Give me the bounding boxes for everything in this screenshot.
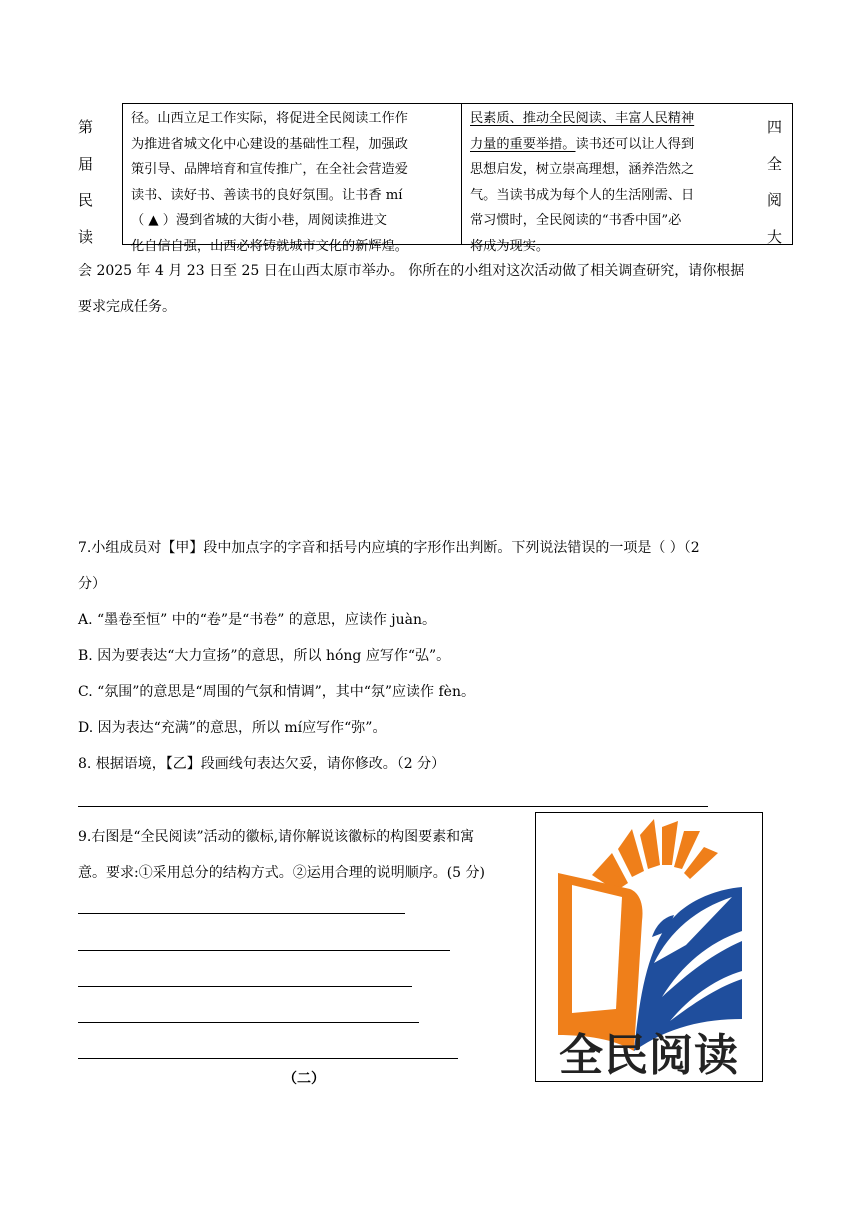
passage-line: 径。山西立足工作实际，将促进全民阅读工作作 xyxy=(131,111,408,126)
passage-line: 常习惯时，全民阅读的“书香中国”必 xyxy=(470,213,682,228)
option-b: B. 因为要表达“大力宣扬”的意思，所以 hóng 应写作“弘”。 xyxy=(78,648,451,664)
answer-line[interactable] xyxy=(78,950,450,951)
question-9-stem: 意。要求:①采用总分的结构方式。②运用合理的说明顺序。(5 分) xyxy=(78,865,485,881)
option-d: D. 因为表达“充满”的意思，所以 mí应写作“弥”。 xyxy=(78,720,387,736)
answer-line[interactable] xyxy=(78,1058,458,1059)
logo-title: 全民阅读 xyxy=(559,1030,739,1081)
intro-text: 会 2025 年 4 月 23 日至 25 日在山西太原市举办。 你所在的小组对这次活动做了相关调查研究，请你根据 xyxy=(78,263,745,279)
side-char: 读 xyxy=(78,228,94,246)
question-9-stem: 9.右图是“全民阅读”活动的徽标,请你解说该徽标的构图要素和寓 xyxy=(78,829,475,845)
option-a: A. “墨卷至恒” 中的“卷”是“书卷” 的意思，应读作 juàn。 xyxy=(78,612,437,628)
question-8-stem: 8. 根据语境，【乙】段画线句表达欠妥，请你修改。（2 分） xyxy=(78,756,446,772)
option-c: C. “氛围”的意思是“周围的气氛和情调”，其中“氛”应读作 fèn。 xyxy=(78,684,475,700)
passage-line: 读书、读好书、善读书的良好氛围。让书香 mí xyxy=(131,187,403,203)
passage-text: 读书还可以让人得到 xyxy=(575,136,695,152)
question-7-stem: 7.小组成员对【甲】段中加点字的字音和括号内应填的字形作出判断。下列说法错误的一项是（ ）（2 xyxy=(78,540,700,556)
passage-line: 思想启发，树立崇高理想，涵养浩然之 xyxy=(470,162,695,177)
underlined-sentence-part: 力量的重要举措。 xyxy=(470,136,576,152)
side-char: 届 xyxy=(78,155,94,173)
passage-line: 气。当读书成为每个人的生活刚需、日 xyxy=(470,187,695,203)
side-char: 四 xyxy=(767,118,783,136)
intro-text: 要求完成任务。 xyxy=(78,299,176,315)
passage-cell-right xyxy=(462,104,792,254)
underlined-sentence-part: 民素质、推动全民阅读、丰富人民精神 xyxy=(470,111,695,126)
passage-cell-left xyxy=(123,104,462,254)
passage-line: 化自信自强，山西必将铸就城市文化的新辉煌。 xyxy=(131,238,408,254)
passage-table xyxy=(122,103,793,254)
passage-line xyxy=(470,132,786,158)
reading-logo xyxy=(535,812,763,1082)
passage-line: 策引导、品牌培育和宣传推广，在全社会营造爱 xyxy=(131,162,408,177)
passage-line: （ ▲ ）漫到省城的大街小巷，周阅读推进文 xyxy=(131,213,387,228)
answer-line[interactable] xyxy=(78,986,412,987)
answer-line[interactable] xyxy=(78,913,405,914)
passage-line: 将成为现实。 xyxy=(470,238,550,254)
passage-line: 为推进省城文化中心建设的基础性工程，加强政 xyxy=(131,136,408,152)
side-char: 全 xyxy=(767,155,783,173)
question-7-stem: 分） xyxy=(78,576,106,592)
section-label: （二） xyxy=(283,1071,325,1087)
side-char: 第 xyxy=(78,118,94,136)
answer-line[interactable] xyxy=(78,1022,419,1023)
side-char: 大 xyxy=(767,228,783,246)
side-char: 阅 xyxy=(767,191,783,209)
side-char: 民 xyxy=(78,191,94,209)
answer-line[interactable] xyxy=(78,806,708,807)
